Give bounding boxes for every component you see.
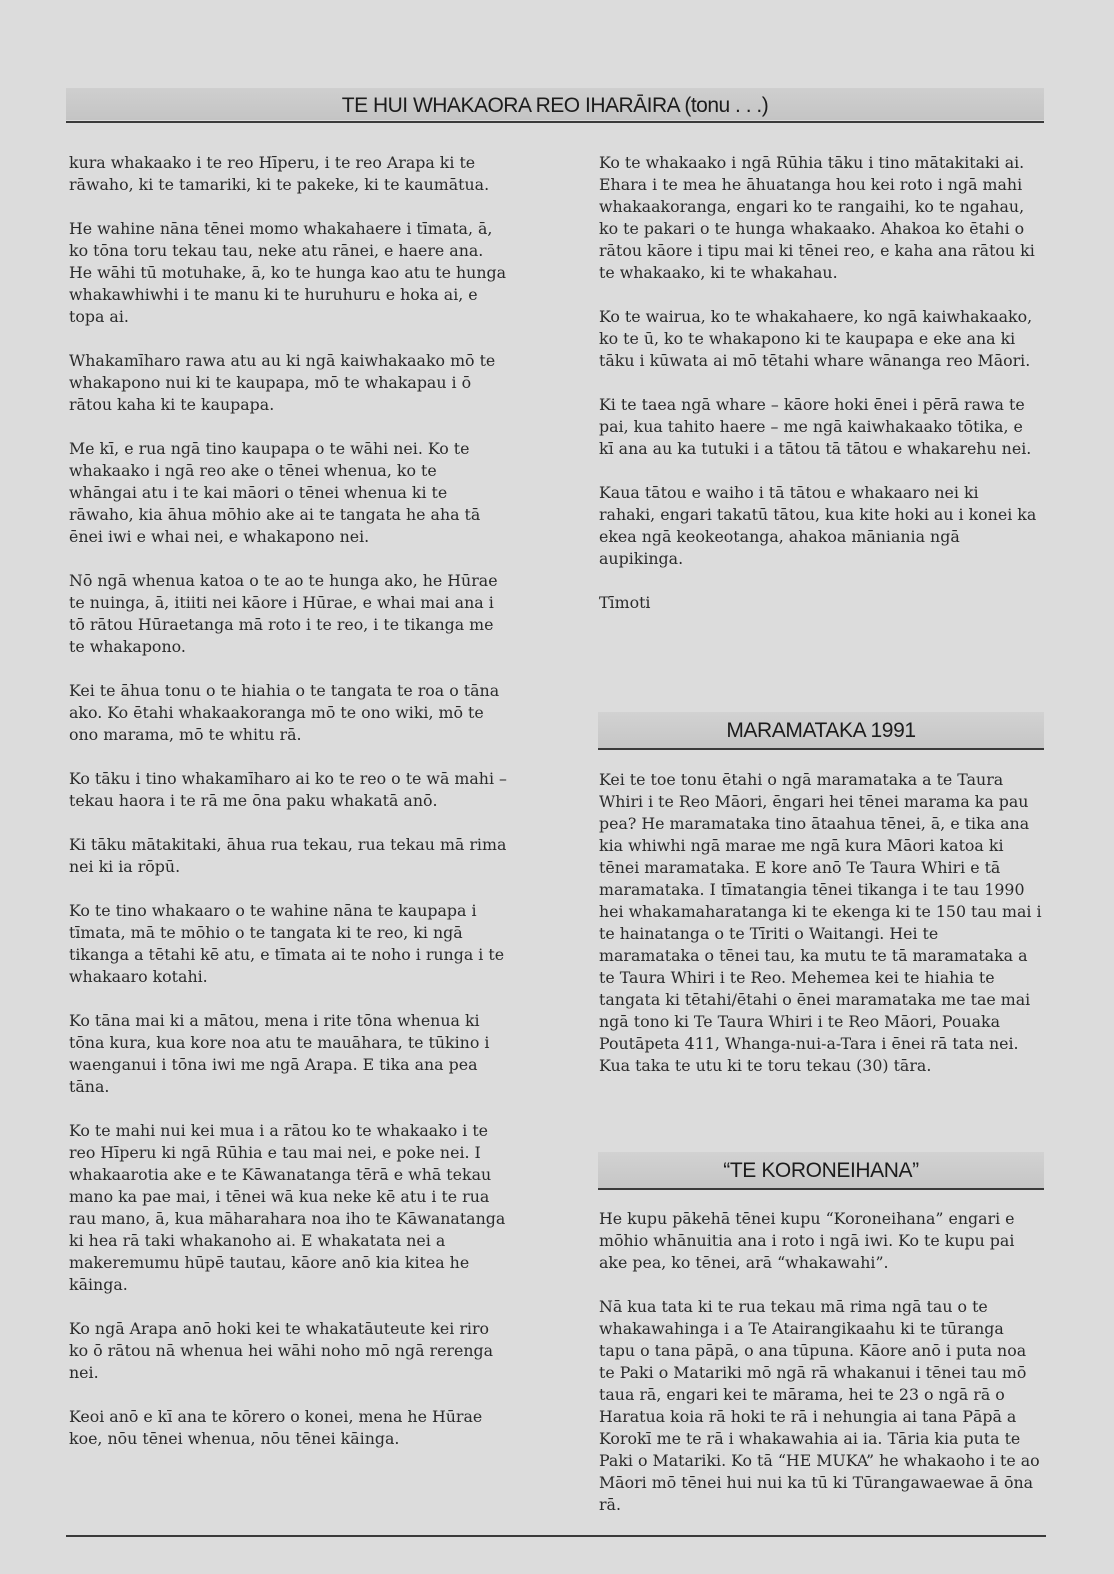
paragraph: Ko tāku i tino whakamīharo ai ko te reo o te wā mahi – tekau haora i te rā me ōna paku whakatā anō. [69,769,507,810]
koroneihana-body [599,1208,1043,1538]
paragraph: Ko tāna mai ki a mātou, mena i rite tōna whenua ki tōna kura, kua kore noa atu te mauāhara, te tūkino i waenganui i tōna iwi me ngā Arapa. E tika ana pea tāna. [69,1011,490,1096]
paragraph: He kupu pākehā tēnei kupu “Koroneihana” engari e mōhio whānuitia ana i roto i ngā iwi. Ko te kupu pai ake pea, ko tēnei, arā “whakawahi”. [599,1209,1015,1272]
paragraph: Me kī, e rua ngā tino kaupapa o te wāhi nei. Ko te whakaako i ngā reo ake o tēnei whenua, ko te whāngai atu i te kai māori o tēnei whenua ki te rāwaho, kia āhua mōhio ake ai te tangata he aha tā ēnei iwi e whai nei, e whakapono nei. [69,439,481,546]
paragraph: He wahine nāna tēnei momo whakahaere i tīmata, ā, ko tōna toru tekau tau, neke atu rānei, e haere ana. He wāhi tū motuhake, ā, ko te hunga kao atu te hunga whakawhiwhi i te manu ki te huruhuru e hoka ai, e topa ai. [69,219,507,326]
maramataka-body [599,769,1043,1099]
paragraph: Ko ngā Arapa anō hoki kei te whakatāuteute kei riro ko ō rātou nā whenua hei wāhi noho mō ngā rerenga nei. [69,1319,494,1382]
paragraph: Kei te āhua tonu o te hiahia o te tangata te roa o tāna ako. Ko ētahi whakaakoranga mō te ono wiki, mō te ono marama, mō te whitu rā. [69,681,500,744]
right-column [599,152,1039,636]
paragraph: Nā kua tata ki te rua tekau mā rima ngā tau o te whakawahinga i a Te Atairangikaahu ki te tūranga tapu o tana pāpā, o ana tūpuna. Kāore anō i puta noa te Paki o Matariki mō ngā rā whakanui i tēnei tau mō taua rā, engari kei te mārama, hei te 23 o ngā rā o Haratua koia rā hoki te rā i nehungia ai tana Pāpā a Korokī me te rā i whakawahia ai ia. Tāria kia puta te Paki o Matariki. Ko tā “HE MUKA” he whakaoho i te ao Māori mō tēnei hui nui ka tū ki Tūrangawaewae ā ōna rā. [599,1297,1040,1514]
maramataka-title: MARAMATAKA 1991 [726,719,916,742]
paragraph: Ki te taea ngā whare – kāore hoki ēnei i pērā rawa te pai, kua tahito haere – me ngā kaiwhakaako tōtika, e kī ana au ka tutuki i a tātou tā tātou e whakarehu nei. [599,395,1032,458]
paragraph: Kaua tātou e waiho i tā tātou e whakaaro nei ki rahaki, engari takatū tātou, kua kite hoki au i konei ka ekea ngā keokeotanga, ahakoa māniania ngā aupikinga. [599,483,1037,568]
koroneihana-title: “TE KORONEIHANA” [723,1159,919,1182]
footer-divider [66,1535,1046,1537]
section-divider [598,748,1044,750]
header-divider [66,121,1044,123]
paragraph: Kei te toe tonu ētahi o ngā maramataka a te Taura Whiri i te Reo Māori, ēngari hei tēnei marama ka pau pea? He maramataka tino ātaahua tēnei, ā, e tika ana kia whiwhi ngā marae me ngā kura Māori katoa ki tēnei maramataka. E kore anō Te Taura Whiri e tā maramataka. I tīmatangia tēnei tikanga i te tau 1990 hei whakamaharatanga ki te ekenga ki te 150 tau mai i te hainatanga o te Tīriti o Waitangi. Hei te maramataka o tēnei tau, ka mutu te tā maramataka a te Taura Whiri i te Reo. Mehemea kei te hiahia te tangata ki tētahi/ētahi o ēnei maramataka me tae mai ngā tono ki Te Taura Whiri i te Reo Māori, Pouaka Poutāpeta 411, Whanga-nui-a-Tara i ēnei rā tata nei. Kua taka te utu ki te toru tekau (30) tāra. [599,770,1042,1075]
left-column [69,152,509,1472]
maramataka-heading [598,712,1044,750]
paragraph: Ki tāku mātakitaki, āhua rua tekau, rua tekau mā rima nei ki ia rōpū. [69,835,507,876]
paragraph: Whakamīharo rawa atu au ki ngā kaiwhakaako mō te whakapono nui ki te kaupapa, mō te whakapau i ō rātou kaha ki te kaupapa. [69,351,496,414]
paragraph: Ko te mahi nui kei mua i a rātou ko te whakaako i te reo Hīperu ki ngā Rūhia e tau mai nei, e poke nei. I whakaarotia ake e te Kāwanatanga tērā e whā tekau mano ka pae mai, i tēnei wā kua neke kē atu i te rua rau mano, ā, kua māharahara noa iho te Kāwanatanga ki hea rā taki whakanoho ai. E whakatata nei a makeremumu hūpē tautau, kāore anō kia kitea he kāinga. [69,1121,506,1294]
paragraph: Ko te tino whakaaro o te wahine nāna te kaupapa i tīmata, mā te mōhio o te tangata ki te reo, ki ngā tikanga a tētahi kē atu, e tīmata ai te noho i runga i te whakaaro kotahi. [69,901,505,986]
page-title: TE HUI WHAKAORA REO IHARĀIRA (tonu . . .) [341,94,769,117]
paragraph: kura whakaako i te reo Hīperu, i te reo Arapa ki te rāwaho, ki te tamariki, ki te pakeke, ki te kaumātua. [69,153,490,194]
paragraph: Ko te whakaako i ngā Rūhia tāku i tino mātakitaki ai. Ehara i te mea he āhuatanga hou kei roto i ngā mahi whakaakoranga, engari ko te rangaihi, ko te ngahau, ko te pakari o te hunga whakaako. Ahakoa ko ētahi o rātou kāore i tipu mai ki tēnei reo, e kaha ana rātou ki te whakaako, ki te whakahau. [599,153,1035,282]
koroneihana-heading [598,1152,1044,1190]
paragraph: Ko te wairua, ko te whakahaere, ko ngā kaiwhakaako, ko te ū, ko te whakapono ki te kaupapa e eke ana ki tāku i kūwata ai mō tētahi whare wānanga reo Māori. [599,307,1033,370]
paragraph: Nō ngā whenua katoa o te ao te hunga ako, he Hūrae te nuinga, ā, itiiti nei kāore i Hūrae, e whai mai ana i tō rātou Hūraetanga mā roto i te reo, i te tikanga me te whakapono. [69,571,498,656]
paragraph: Keoi anō e kī ana te kōrero o konei, mena he Hūrae koe, nōu tēnei whenua, nōu tēnei kāinga. [69,1407,483,1448]
section-divider [598,1188,1044,1190]
signature: Tīmoti [599,593,651,612]
